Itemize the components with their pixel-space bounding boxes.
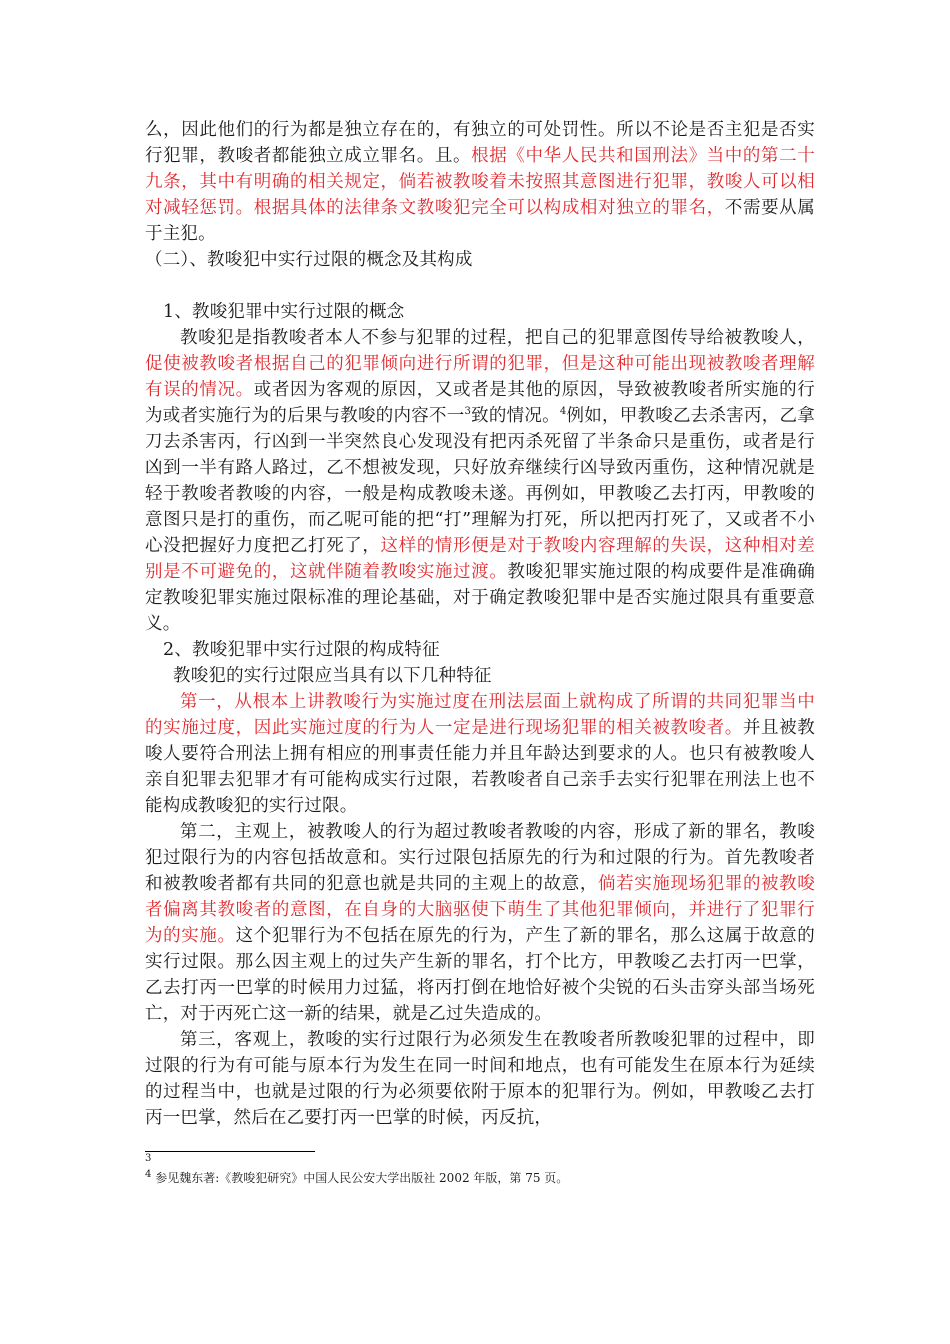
- footnotes: [145, 1154, 815, 1186]
- highlighted-text: 根据《中华人民共和国刑法》当中的第二十九条，其中有明确的相关规定，倘若被教唆着未按照其意图进行犯罪，教唆人可以相对减轻惩罚。根据具体的法律条文教唆犯完全可以构成相对独立的罪名，: [145, 146, 815, 218]
- text-run: 么，因此他们的行为都是独立存在的，有独立的可处罚性。所以不论是否主犯是否实行犯罪，教唆者都能独立成立罪名。且。: [145, 120, 815, 166]
- text-run: 第二，主观上，被教唆人的行为超过教唆者教唆的内容，形成了新的罪名，教唆犯过限行为的内容包括故意和。实行过限包括原先的行为和过限的行为。首先教唆者和被教唆者都有共同的犯意也就是共同的主观上的故意，: [145, 822, 815, 894]
- footnote-3: [145, 1154, 815, 1170]
- footnote-mark: 4: [145, 1169, 152, 1180]
- blank-line: [145, 273, 815, 299]
- text-run: 致的情况。: [471, 406, 560, 426]
- subsection-heading-1: 1、教唆犯罪中实行过限的概念: [163, 302, 405, 322]
- text-run: 不需要从属于主犯。: [145, 198, 816, 244]
- paragraph-feature-2: [145, 819, 815, 1027]
- section-heading: （二）、教唆犯中实行过限的概念及其构成: [145, 250, 473, 270]
- text-run: 例如，甲教唆乙去杀害丙，乙拿刀去杀害丙，行凶到一半突然良心发现没有把丙杀死留了半条命只是重伤，或者是行凶到一半有路人路过，乙不想被发现，只好放弃继续行凶导致丙重伤，这种情况就是轻于教唆者教唆的内容，一般是构成教唆未遂。再例如，甲教唆乙去打丙，甲教唆的意图只是打的重伤，而乙呢可能的把“打”理解为打死，所以把丙打死了，又或者不小心没把握好力度把乙打死了，: [145, 406, 815, 556]
- paragraph-feature-1: [145, 689, 815, 819]
- subsection-heading-2: 2、教唆犯罪中实行过限的构成特征: [163, 640, 440, 660]
- highlighted-text: 促使被教唆者根据自己的犯罪倾向进行所谓的犯罪，但是这种可能出现被教唆者理解有误的情况。: [145, 354, 815, 400]
- paragraph-feature-3: 第三，客观上，教唆的实行过限行为必须发生在教唆者所教唆犯罪的过程中，即过限的行为有可能与原本行为发生在同一时间和地点，也有可能发生在原本行为延续的过程当中，也就是过限的行为必须要依附于原本的犯罪行为。例如，甲教唆乙去打丙一巴掌，然后在乙要打丙一巴掌的时候，丙反抗，: [145, 1030, 815, 1128]
- highlighted-text: 倘若实施现场犯罪的被教唆者偏离其教唆者的意图，在自身的大脑驱使下萌生了其他犯罪倾向，并进行了犯罪行为的实施。: [145, 874, 815, 946]
- text-run: 并且被教唆人要符合刑法上拥有相应的刑事责任能力并且年龄达到要求的人。也只有被教唆人亲自犯罪去犯罪才有可能构成实行过限，若教唆者自己亲手去实行犯罪在刑法上也不能构成教唆犯的实行过限。: [145, 718, 815, 816]
- text-run: 教唆犯罪实施过限的构成要件是准确确定教唆犯罪实施过限标准的理论基础，对于确定教唆犯罪中是否实施过限具有重要意义。: [145, 562, 815, 634]
- footnote-text: 参见魏东著:《教唆犯研究》中国人民公安大学出版社 2002 年版，第 75 页。: [151, 1171, 569, 1185]
- footnote-mark: 3: [145, 1153, 152, 1164]
- highlighted-text: 第一，从根本上讲教唆行为实施过度在刑法层面上就构成了所谓的共同犯罪当中的实施过度，因此实施过度的行为人一定是进行现场犯罪的相关被教唆者。: [145, 692, 815, 738]
- body-text: [145, 117, 815, 1131]
- text-run: 教唆犯是指教唆者本人不参与犯罪的过程，把自己的犯罪意图传导给被教唆人，: [180, 328, 815, 348]
- features-intro: 教唆犯的实行过限应当具有以下几种特征: [173, 666, 492, 686]
- text-run: 这个犯罪行为不包括在原先的行为，产生了新的罪名，那么这属于故意的实行过限。那么因主观上的过失产生新的罪名，打个比方，甲教唆乙去打丙一巴掌，乙去打丙一巴掌的时候用力过猛，将丙打倒在地恰好被个尖锐的石头击穿头部当场死亡，对于丙死亡这一新的结果，就是乙过失造成的。: [145, 926, 816, 1024]
- paragraph-intro: [145, 117, 815, 247]
- text-run: 或者因为客观的原因，又或者是其他的原因，导致被教唆者所实施的行为或者实施行为的后果与教唆的内容不一: [145, 380, 815, 426]
- footnote-ref-4: 4: [559, 406, 567, 418]
- footnote-ref-3: 3: [464, 406, 472, 418]
- paragraph-concept: [145, 325, 815, 637]
- footnote-separator: [145, 1151, 315, 1152]
- highlighted-text: 这样的情形便是对于教唆内容理解的失误，这种相对差别是不可避免的，这就伴随着教唆实施过渡。: [145, 536, 815, 582]
- footnote-4: [145, 1170, 815, 1186]
